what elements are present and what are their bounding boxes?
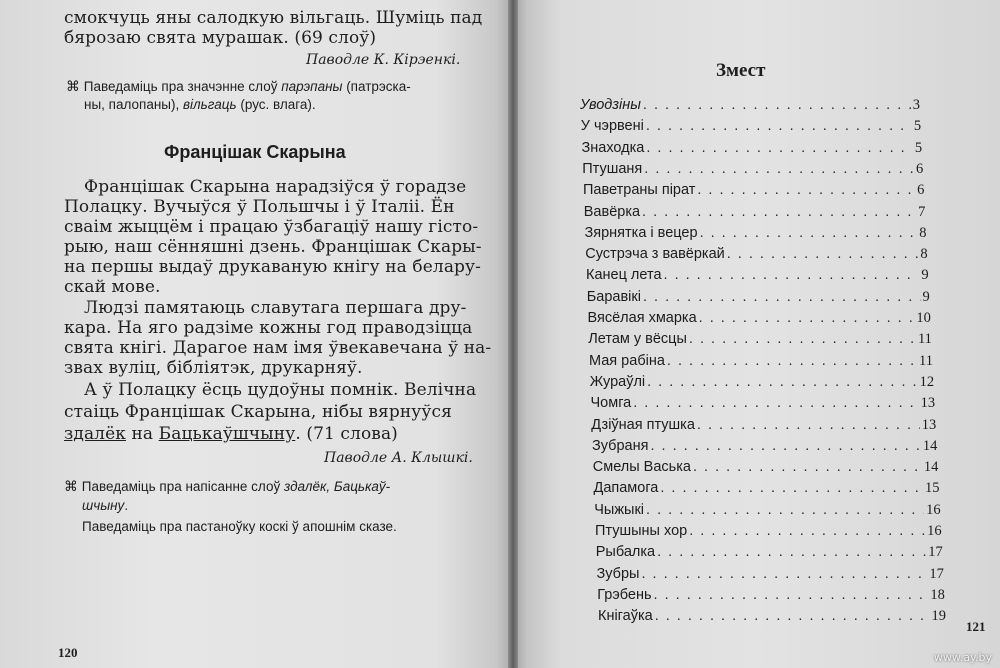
toc-item-title: Паветраны пірат xyxy=(583,182,696,199)
toc-item-page: 6 xyxy=(917,182,925,199)
toc-item xyxy=(583,182,924,202)
toc-item-title: Жураўлі xyxy=(589,373,646,390)
note-mark-icon: ⌘ xyxy=(66,79,80,95)
toc-item-page: 17 xyxy=(929,565,944,582)
toc-leader-dots xyxy=(700,225,918,241)
poem-line-1: смокчуць яны салодкую вільгаць. Шуміць пад xyxy=(64,8,483,28)
toc-item-title: Чомга xyxy=(590,395,632,412)
toc-item-page: 14 xyxy=(923,459,939,476)
toc-item-title: Вясёлая хмарка xyxy=(587,310,697,326)
toc-item-page: 6 xyxy=(916,160,924,177)
toc-item-page: 12 xyxy=(919,373,935,390)
story-line: Францішак Скарына нарадзіўся ў горадзе xyxy=(84,177,467,197)
toc-item xyxy=(585,246,927,266)
story-line: Полацку. Вучыўся ў Польшчы і ў Італіі. Ён xyxy=(64,197,455,217)
toc-leader-dots xyxy=(689,523,925,539)
toc-leader-dots xyxy=(643,289,921,305)
toc-item-title: Знаходка xyxy=(581,139,645,156)
toc-leader-dots xyxy=(633,395,918,411)
toc-leader-dots xyxy=(646,118,912,134)
note-spelling: ⌘ Паведаміць пра напісанне слоў здалёк, Бацькаў- xyxy=(64,479,391,495)
toc-leader-dots xyxy=(650,438,920,454)
toc-item-page: 17 xyxy=(928,544,943,561)
toc-leader-dots xyxy=(660,480,923,496)
toc-item xyxy=(591,417,936,437)
toc-item xyxy=(591,395,936,415)
watermark: www.ay.by xyxy=(933,651,992,664)
story-line: А ў Полацку ёсць цудоўны помнік. Велічна xyxy=(84,380,477,400)
toc-item-title: Птушыны хор xyxy=(595,523,688,539)
toc-item-page: 7 xyxy=(918,203,926,220)
toc-item-title: Уводзіны xyxy=(580,97,641,113)
story-line: на першы выдаў друкаваную кнігу на белару- xyxy=(64,257,481,277)
toc-item-title: Зубры xyxy=(596,565,640,582)
toc-item-title: Грэбень xyxy=(597,586,652,603)
toc-leader-dots xyxy=(654,587,929,603)
note-spelling-line-2: шчыну. xyxy=(82,498,129,513)
toc-item-page: 14 xyxy=(922,437,938,454)
toc-item-page: 18 xyxy=(930,586,945,603)
toc-item xyxy=(597,566,944,586)
toc-item-page: 11 xyxy=(917,331,932,348)
toc-item-title: Чыжыкі xyxy=(594,501,645,518)
page-number-left: 120 xyxy=(58,645,78,660)
story-line: рыю, наш сённяшні дзень. Францішак Скары- xyxy=(64,237,482,257)
toc-item-page: 3 xyxy=(912,97,920,113)
story-line: скай мове. xyxy=(64,277,161,297)
toc-leader-dots xyxy=(642,204,916,220)
toc-leader-dots xyxy=(646,502,924,518)
toc-leader-dots xyxy=(644,161,914,177)
toc-item xyxy=(586,267,929,287)
story-title: Францішак Скарына xyxy=(164,142,346,162)
toc-item xyxy=(582,140,923,160)
toc-item-page: 8 xyxy=(920,246,928,263)
toc-item xyxy=(597,587,945,607)
toc-item-title: Мая рабіна xyxy=(589,352,665,369)
toc-item-title: Рыбалка xyxy=(595,544,656,561)
toc-item xyxy=(582,161,923,181)
toc-leader-dots xyxy=(697,417,920,433)
story-line: кара. На яго радзіме кожны год праводзіцца xyxy=(64,318,473,338)
toc-item-title: Сустрэча з вавёркай xyxy=(585,246,725,263)
toc-item xyxy=(587,289,930,309)
toc-item-title: Летам у вёсцы xyxy=(588,331,687,348)
story-line: Людзі памятаюць славутага першага дру- xyxy=(84,298,467,318)
toc-item xyxy=(596,544,943,564)
toc-leader-dots xyxy=(697,182,915,198)
toc-item xyxy=(585,225,927,245)
toc-item-title: Птушаня xyxy=(582,160,643,177)
poem-line-2: бярозаю свята мурашак. (69 слоў) xyxy=(64,28,377,48)
toc-item xyxy=(580,97,920,117)
toc-item-title: Вавёрка xyxy=(583,203,641,220)
note-vocabulary-line-2: ны, палопаны), вільгаць (рус. влага). xyxy=(84,97,316,112)
toc-item-page: 13 xyxy=(920,395,936,412)
toc-leader-dots xyxy=(641,566,927,582)
toc-item-title: У чэрвені xyxy=(580,118,644,135)
toc-item xyxy=(594,502,940,522)
toc-heading: Змест xyxy=(716,60,766,81)
note-comma: Паведаміць пра пастаноўку коскі ў апошнім сказе. xyxy=(82,519,397,534)
toc-item xyxy=(594,480,940,500)
book-spine xyxy=(508,0,518,668)
toc-item-title: Зярнятка і вецер xyxy=(584,224,698,241)
toc-leader-dots xyxy=(699,310,915,326)
toc-leader-dots xyxy=(664,267,920,283)
toc-leader-dots xyxy=(689,331,916,347)
toc-leader-dots xyxy=(647,374,917,390)
toc-item-title: Смелы Васька xyxy=(592,459,691,476)
note-mark-icon: ⌘ xyxy=(64,479,78,495)
toc-item xyxy=(598,608,946,628)
story-line: сваім жыццём і працаю ўзбагаціў нашу гісто- xyxy=(64,217,479,237)
story-last-line: здалёк на Бацькаўшчыну. (71 слова) xyxy=(64,424,398,444)
toc-leader-dots xyxy=(657,544,926,560)
toc-item-page: 15 xyxy=(925,480,940,497)
story-line: звах вуліц, бібліятэк, друкарняў. xyxy=(64,358,363,378)
toc-item-page: 19 xyxy=(931,608,946,625)
toc-item-title: Канец лета xyxy=(586,267,662,284)
page-number-right: 121 xyxy=(966,619,986,634)
toc-item-title: Кнігаўка xyxy=(598,608,653,625)
toc-item xyxy=(588,310,931,330)
note-vocabulary: ⌘ Паведаміць пра значэнне слоў парэпаны (патрэска- xyxy=(66,79,411,95)
toc-item xyxy=(592,438,937,458)
toc-item xyxy=(589,353,933,373)
toc-leader-dots xyxy=(667,353,917,369)
toc-item xyxy=(590,374,934,394)
toc-item-title: Баравікі xyxy=(586,288,641,305)
toc-leader-dots xyxy=(643,97,911,113)
toc-item xyxy=(593,459,939,479)
story-author: Паводле А. Клышкі. xyxy=(324,450,473,466)
toc-leader-dots xyxy=(693,459,922,475)
toc-leader-dots xyxy=(727,246,919,262)
poem-author: Паводле К. Кірэенкі. xyxy=(306,52,461,68)
toc-item-page: 16 xyxy=(926,501,941,518)
toc-item-page: 13 xyxy=(921,416,937,433)
toc-item xyxy=(581,118,921,138)
toc-item-title: Дапамога xyxy=(593,480,659,497)
story-line: стаіць Францішак Скарына, нібы вярнуўся xyxy=(64,402,452,422)
toc-item-page: 9 xyxy=(922,288,930,305)
toc-item-page: 5 xyxy=(913,118,922,135)
toc-item-page: 5 xyxy=(914,139,923,156)
toc-item-page: 16 xyxy=(927,523,942,539)
toc-item-page: 10 xyxy=(916,310,931,326)
toc-item-page: 11 xyxy=(919,352,933,369)
toc-item-title: Зубраня xyxy=(592,437,649,454)
toc-item-page: 8 xyxy=(919,224,927,241)
toc-item xyxy=(584,204,926,224)
toc-item-title: Дзіўная птушка xyxy=(591,416,695,433)
toc-item-page: 9 xyxy=(921,267,929,284)
toc-item xyxy=(595,523,942,543)
story-line: свята кнігі. Дарагое нам імя ўвекавечана ў на- xyxy=(64,338,492,358)
toc-item xyxy=(588,331,932,351)
toc-leader-dots xyxy=(655,608,930,624)
toc-leader-dots xyxy=(646,140,913,156)
